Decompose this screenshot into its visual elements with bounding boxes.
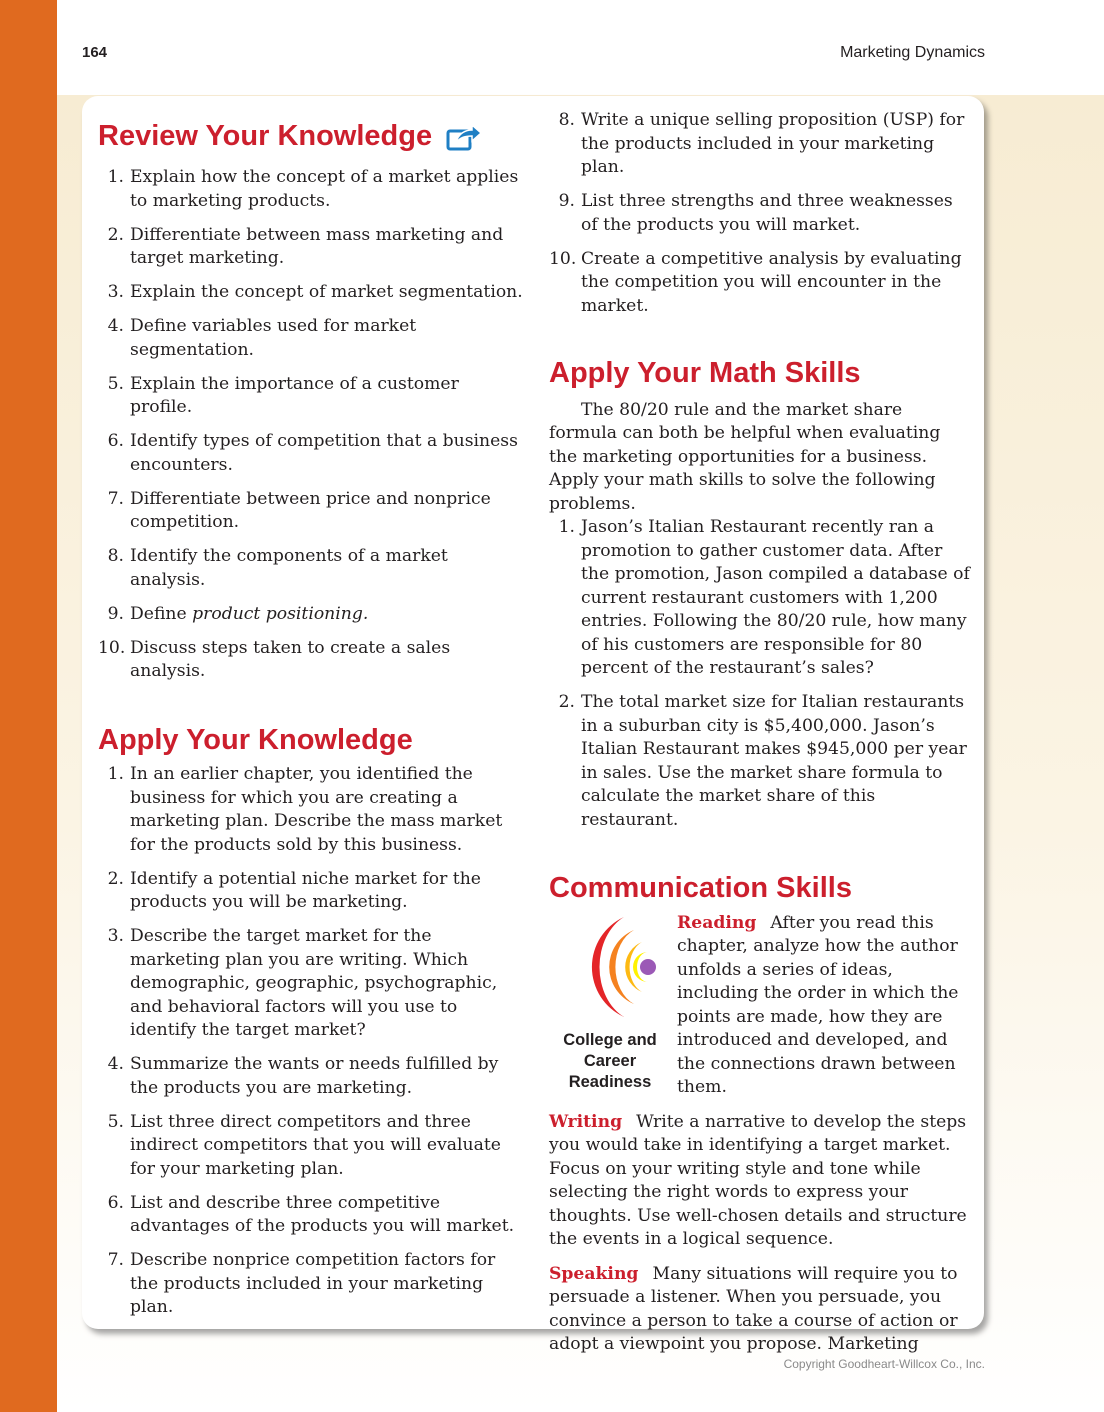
list-item: 7. Describe nonprice competition factors for the products included in your marketing plan. bbox=[107, 1250, 496, 1317]
speaking-paragraph: Speaking Many situations will require you to persuade a listener. When you persuade, you convince a person to take a course of action or adopt a viewpoint you propose. Marketing bbox=[549, 1263, 958, 1354]
share-arrow-icon[interactable] bbox=[446, 123, 482, 159]
list-item: 4. Define variables used for market segmentation. bbox=[107, 316, 417, 360]
writing-paragraph: Writing Write a narrative to develop the steps you would take in identifying a target market. Focus on your writing style and tone while selecting the right words to express your thoughts. Use well-chosen details and structure the events in a logical sequence. bbox=[549, 1111, 967, 1249]
college-career-readiness-icon bbox=[562, 912, 658, 1022]
list-item: 9. Define product positioning. bbox=[107, 603, 369, 624]
side-color-bar bbox=[0, 0, 57, 1412]
running-head: Marketing Dynamics bbox=[840, 44, 985, 61]
list-item: 6. List and describe three competitive advantages of the products you will market. bbox=[107, 1192, 515, 1236]
list-item: 10. Create a competitive analysis by evaluating the competition you will encounter in the market. bbox=[549, 248, 962, 316]
list-item: 6. Identify types of competition that a business encounters. bbox=[107, 431, 518, 475]
math-list bbox=[549, 516, 972, 832]
math-heading: Apply Your Math Skills bbox=[549, 356, 861, 389]
college-career-readiness-badge bbox=[549, 912, 671, 1093]
page-number: 164 bbox=[82, 44, 108, 61]
list-item: 1. Jason’s Italian Restaurant recently ran a promotion to gather customer data. After the promotion, Jason compiled a database of current restaurant customers with 1,200 entries. Following the 80/20 rule, how many of his customers are responsible for 80 percent of the restaurant’s sales? bbox=[558, 517, 970, 678]
list-item: 1. In an earlier chapter, you identified the business for which you are creating a marketing plan. Describe the mass market for the products sold by this business. bbox=[107, 764, 503, 855]
list-item: 1. Explain how the concept of a market applies to marketing products. bbox=[107, 167, 519, 211]
list-item: 2. Identify a potential niche market for the products you will be marketing. bbox=[107, 868, 481, 912]
list-item: 2. Differentiate between mass marketing and target marketing. bbox=[107, 224, 504, 268]
list-item: 8. Identify the components of a market analysis. bbox=[107, 546, 448, 590]
list-item: 4. Summarize the wants or needs fulfilled by the products you are marketing. bbox=[107, 1054, 499, 1098]
apply-heading: Apply Your Knowledge bbox=[98, 724, 413, 756]
review-list bbox=[98, 166, 526, 684]
right-column bbox=[549, 96, 972, 1357]
list-item: 10. Discuss steps taken to create a sales analysis. bbox=[98, 637, 451, 681]
apply-list-continued bbox=[549, 109, 972, 318]
list-item: 3. Describe the target market for the marketing plan you are writing. Which demographic, geographic, psychographic, and behavioral factors will you use to identify the target market? bbox=[107, 926, 498, 1040]
communication-heading: Communication Skills bbox=[549, 871, 852, 904]
review-heading: Review Your Knowledge bbox=[98, 119, 526, 159]
copyright: Copyright Goodheart-Willcox Co., Inc. bbox=[783, 1357, 985, 1371]
math-intro: The 80/20 rule and the market share formula can both be helpful when evaluating the marketing opportunities for a business. Apply your math skills to solve the following problems. bbox=[549, 399, 941, 514]
list-item: 5. List three direct competitors and three indirect competitors that you will evaluate for your marketing plan. bbox=[107, 1111, 501, 1179]
left-column bbox=[98, 96, 526, 1330]
list-item: 5. Explain the importance of a customer profile. bbox=[107, 373, 459, 417]
list-item: 2. The total market size for Italian restaurants in a suburban city is $5,400,000. Jason’s Italian Restaurant makes $945,000 per year in sales. Use the market share formula to calculate the market share of this restaurant. bbox=[558, 692, 967, 830]
badge-label: College and Career Readiness bbox=[563, 1030, 657, 1091]
list-item: 9. List three strengths and three weaknesses of the products you will market. bbox=[558, 191, 953, 235]
reading-paragraph: Reading After you read this chapter, analyze how the author unfolds a series of ideas, including the order in which the points are made, how they are introduced and developed, and the connections drawn between them. bbox=[677, 912, 959, 1097]
apply-list bbox=[98, 763, 526, 1320]
list-item: 8. Write a unique selling proposition (USP) for the products included in your marketing plan. bbox=[558, 110, 965, 177]
list-item: 3. Explain the concept of market segmentation. bbox=[107, 282, 523, 302]
list-item: 7. Differentiate between price and nonprice competition. bbox=[107, 488, 491, 532]
review-card bbox=[82, 96, 984, 1354]
